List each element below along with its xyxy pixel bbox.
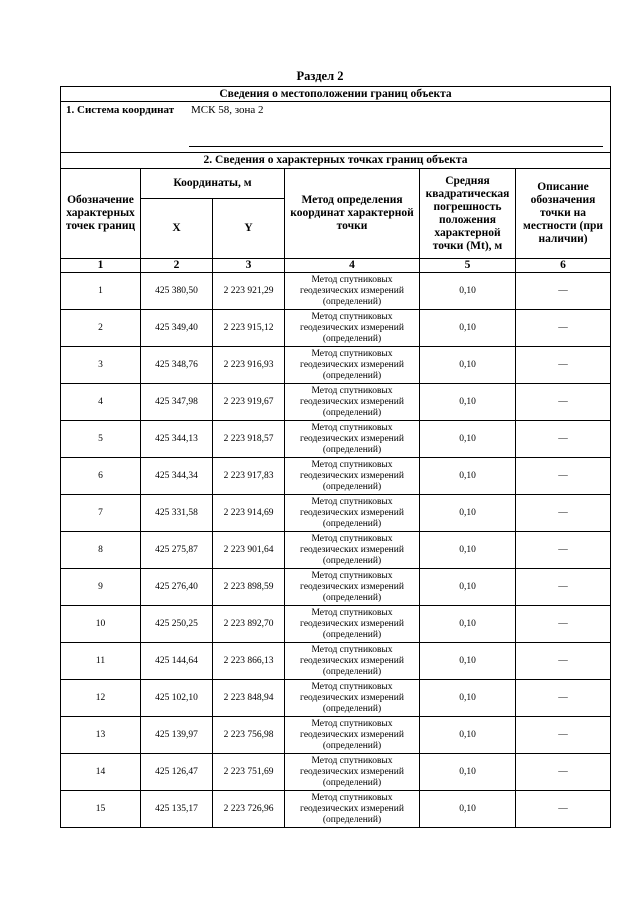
description-cell: — [516,532,611,569]
x-coordinate-cell: 425 331,58 [141,495,213,532]
point-number-cell: 8 [61,532,141,569]
y-coordinate-cell: 2 223 866,13 [213,643,285,680]
coord-system-value: МСК 58, зона 2 [191,104,264,116]
table-row [61,384,611,421]
y-coordinate-cell: 2 223 915,12 [213,310,285,347]
x-coordinate-cell: 425 126,47 [141,754,213,791]
method-cell: Метод спутниковых геодезических измерений (определений) [285,495,420,532]
coord-system-row [61,102,611,153]
accuracy-cell: 0,10 [420,532,516,569]
x-coordinate-cell: 425 102,10 [141,680,213,717]
table-row [61,532,611,569]
x-coordinate-cell: 425 344,34 [141,458,213,495]
header-accuracy: Средняя квадратическая погрешность положения характерной точки (Мt), м [420,169,516,259]
band-points-title: 2. Сведения о характерных точках границ объекта [61,153,611,169]
point-number-cell: 13 [61,717,141,754]
description-cell: — [516,680,611,717]
accuracy-cell: 0,10 [420,606,516,643]
point-number-cell: 11 [61,643,141,680]
point-number-cell: 5 [61,421,141,458]
method-cell: Метод спутниковых геодезических измерений (определений) [285,310,420,347]
table-row [61,310,611,347]
method-cell: Метод спутниковых геодезических измерений (определений) [285,532,420,569]
description-cell: — [516,347,611,384]
point-number-cell: 6 [61,458,141,495]
accuracy-cell: 0,10 [420,273,516,310]
table-row [61,273,611,310]
coord-system-underline [189,146,603,147]
coord-system-label: 1. Система координат [66,104,175,116]
table-row [61,717,611,754]
point-number-cell: 12 [61,680,141,717]
accuracy-cell: 0,10 [420,458,516,495]
method-cell: Метод спутниковых геодезических измерений (определений) [285,791,420,828]
boundary-points-table [60,86,611,828]
y-coordinate-cell: 2 223 921,29 [213,273,285,310]
y-coordinate-cell: 2 223 917,83 [213,458,285,495]
point-number-cell: 3 [61,347,141,384]
header-description: Описание обозначения точки на местности (при наличии) [516,169,611,259]
accuracy-cell: 0,10 [420,791,516,828]
table-row [61,791,611,828]
band-location [61,87,611,102]
point-number-cell: 9 [61,569,141,606]
accuracy-cell: 0,10 [420,569,516,606]
method-cell: Метод спутниковых геодезических измерений (определений) [285,680,420,717]
section-title: Раздел 2 [296,69,344,83]
point-number-cell: 10 [61,606,141,643]
col-number: 6 [516,259,611,273]
method-cell: Метод спутниковых геодезических измерений (определений) [285,606,420,643]
description-cell: — [516,643,611,680]
table-row [61,643,611,680]
table-row [61,754,611,791]
band-points [61,153,611,169]
accuracy-cell: 0,10 [420,421,516,458]
table-row [61,421,611,458]
y-coordinate-cell: 2 223 901,64 [213,532,285,569]
header-y: Y [213,199,285,259]
table-row [61,495,611,532]
accuracy-cell: 0,10 [420,310,516,347]
description-cell: — [516,717,611,754]
header-x: X [141,199,213,259]
col-number: 5 [420,259,516,273]
description-cell: — [516,384,611,421]
method-cell: Метод спутниковых геодезических измерений (определений) [285,273,420,310]
col-number: 4 [285,259,420,273]
band-location-title: Сведения о местоположении границ объекта [61,87,611,102]
table-row [61,606,611,643]
accuracy-cell: 0,10 [420,495,516,532]
y-coordinate-cell: 2 223 726,96 [213,791,285,828]
description-cell: — [516,495,611,532]
x-coordinate-cell: 425 275,87 [141,532,213,569]
point-number-cell: 1 [61,273,141,310]
description-cell: — [516,421,611,458]
method-cell: Метод спутниковых геодезических измерений (определений) [285,421,420,458]
table-row [61,458,611,495]
table-row [61,569,611,606]
y-coordinate-cell: 2 223 918,57 [213,421,285,458]
y-coordinate-cell: 2 223 756,98 [213,717,285,754]
col-number: 1 [61,259,141,273]
method-cell: Метод спутниковых геодезических измерений (определений) [285,643,420,680]
point-number-cell: 14 [61,754,141,791]
x-coordinate-cell: 425 144,64 [141,643,213,680]
y-coordinate-cell: 2 223 914,69 [213,495,285,532]
header-row-1 [61,169,611,199]
accuracy-cell: 0,10 [420,717,516,754]
x-coordinate-cell: 425 276,40 [141,569,213,606]
y-coordinate-cell: 2 223 919,67 [213,384,285,421]
x-coordinate-cell: 425 344,13 [141,421,213,458]
column-numbers-row [61,259,611,273]
y-coordinate-cell: 2 223 898,59 [213,569,285,606]
method-cell: Метод спутниковых геодезических измерений (определений) [285,569,420,606]
description-cell: — [516,569,611,606]
point-number-cell: 15 [61,791,141,828]
point-number-cell: 7 [61,495,141,532]
description-cell: — [516,754,611,791]
x-coordinate-cell: 425 380,50 [141,273,213,310]
accuracy-cell: 0,10 [420,384,516,421]
accuracy-cell: 0,10 [420,754,516,791]
method-cell: Метод спутниковых геодезических измерений (определений) [285,384,420,421]
x-coordinate-cell: 425 349,40 [141,310,213,347]
method-cell: Метод спутниковых геодезических измерений (определений) [285,347,420,384]
header-method: Метод определения координат характерной точки [285,169,420,259]
y-coordinate-cell: 2 223 848,94 [213,680,285,717]
y-coordinate-cell: 2 223 751,69 [213,754,285,791]
header-coords: Координаты, м [141,169,285,199]
accuracy-cell: 0,10 [420,643,516,680]
x-coordinate-cell: 425 139,97 [141,717,213,754]
y-coordinate-cell: 2 223 916,93 [213,347,285,384]
accuracy-cell: 0,10 [420,680,516,717]
col-number: 2 [141,259,213,273]
x-coordinate-cell: 425 347,98 [141,384,213,421]
description-cell: — [516,310,611,347]
point-number-cell: 4 [61,384,141,421]
table-row [61,347,611,384]
method-cell: Метод спутниковых геодезических измерений (определений) [285,458,420,495]
x-coordinate-cell: 425 250,25 [141,606,213,643]
method-cell: Метод спутниковых геодезических измерений (определений) [285,754,420,791]
y-coordinate-cell: 2 223 892,70 [213,606,285,643]
description-cell: — [516,791,611,828]
x-coordinate-cell: 425 135,17 [141,791,213,828]
point-number-cell: 2 [61,310,141,347]
table-row [61,680,611,717]
x-coordinate-cell: 425 348,76 [141,347,213,384]
coord-system-cell [61,102,611,153]
header-point: Обозначение характерных точек границ [61,169,141,259]
accuracy-cell: 0,10 [420,347,516,384]
description-cell: — [516,458,611,495]
col-number: 3 [213,259,285,273]
description-cell: — [516,273,611,310]
method-cell: Метод спутниковых геодезических измерений (определений) [285,717,420,754]
description-cell: — [516,606,611,643]
